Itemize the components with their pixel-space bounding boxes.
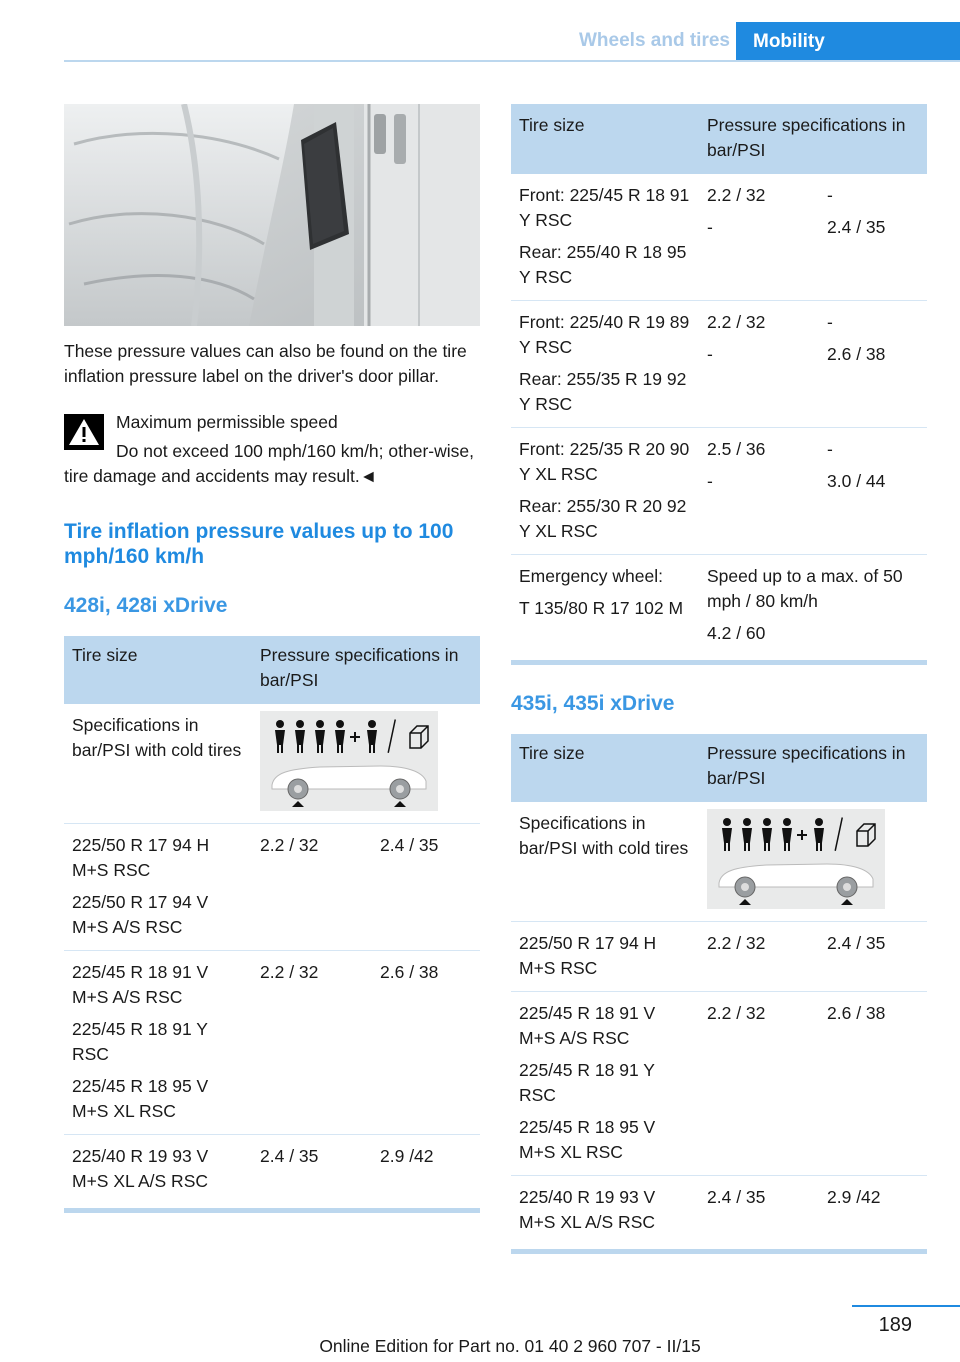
pressure-value: - bbox=[827, 439, 833, 459]
pressure-value: 2.2 / 32 bbox=[699, 992, 819, 1176]
front-tire-size: Front: 225/35 R 20 90 Y XL RSC bbox=[519, 439, 690, 484]
pressure-value: 2.4 / 35 bbox=[827, 217, 886, 237]
intro-paragraph: These pressure values can also be found on the tire inflation pressure label on the driver's door pillar. bbox=[64, 341, 467, 386]
col-tire-size: Tire size bbox=[511, 104, 699, 174]
pressure-value: - bbox=[707, 217, 713, 237]
tire-size: 225/50 R 17 94 H M+S RSC bbox=[72, 835, 210, 880]
front-tire-size: Front: 225/45 R 18 91 Y RSC bbox=[519, 185, 690, 230]
pressure-value: 2.2 / 32 bbox=[252, 824, 372, 951]
tire-size: 225/45 R 18 91 V M+S A/S RSC bbox=[519, 1003, 656, 1048]
pressure-value: 2.2 / 32 bbox=[707, 312, 766, 332]
pressure-value: 2.4 / 35 bbox=[372, 824, 480, 951]
table-row bbox=[64, 951, 480, 1135]
cold-tires-label: Specifications in bar/PSI with cold tires bbox=[64, 704, 252, 824]
emergency-speed-limit: Speed up to a max. of 50 mph / 80 km/h bbox=[707, 566, 903, 611]
table-row bbox=[511, 301, 927, 428]
pressure-value: 2.4 / 35 bbox=[699, 1176, 819, 1252]
tire-size: 225/40 R 19 93 V M+S XL A/S RSC bbox=[72, 1146, 209, 1191]
left-column bbox=[64, 104, 480, 1213]
warning-triangle-icon bbox=[64, 414, 104, 450]
table-428-heading: 428i, 428i xDrive bbox=[64, 594, 228, 617]
tire-size: 225/45 R 18 95 V M+S XL RSC bbox=[519, 1117, 656, 1162]
tire-size: 225/45 R 18 91 Y RSC bbox=[519, 1060, 655, 1105]
tire-size: 225/45 R 18 95 V M+S XL RSC bbox=[72, 1076, 209, 1121]
table-row bbox=[511, 428, 927, 555]
tire-size: 225/45 R 18 91 Y RSC bbox=[72, 1019, 208, 1064]
section-title: Tire inflation pressure values up to 100 mph/160 km/h bbox=[64, 520, 454, 568]
front-tire-size: Front: 225/40 R 19 89 Y RSC bbox=[519, 312, 690, 357]
pressure-value: - bbox=[827, 185, 833, 205]
col-pressure: Pressure specifications in bar/PSI bbox=[252, 636, 480, 704]
emergency-wheel-label: Emergency wheel: bbox=[519, 566, 663, 586]
pressure-value: 2.4 / 35 bbox=[819, 922, 927, 992]
warning-title: Maximum permissible speed bbox=[116, 412, 338, 432]
header-rule bbox=[64, 60, 960, 62]
pressure-value: 2.6 / 38 bbox=[372, 951, 480, 1135]
pressure-value: 2.6 / 38 bbox=[827, 344, 886, 364]
col-tire-size: Tire size bbox=[511, 734, 699, 802]
pressure-value: 3.0 / 44 bbox=[827, 471, 886, 491]
rear-tire-size: Rear: 255/30 R 20 92 Y XL RSC bbox=[519, 496, 687, 541]
door-pillar-photo bbox=[64, 104, 480, 326]
cold-tires-label: Specifications in bar/PSI with cold tires bbox=[511, 802, 699, 922]
tire-size: 225/45 R 18 91 V M+S A/S RSC bbox=[72, 962, 209, 1007]
pressure-value: - bbox=[827, 312, 833, 332]
pressure-value: 2.5 / 36 bbox=[707, 439, 766, 459]
footer-rule bbox=[852, 1305, 960, 1307]
table-435 bbox=[511, 734, 927, 1254]
pressure-value: - bbox=[707, 471, 713, 491]
table-row bbox=[511, 1176, 927, 1252]
edition-footer: Online Edition for Part no. 01 40 2 960 707 - II/15 bbox=[319, 1336, 701, 1356]
pressure-value: 2.2 / 32 bbox=[707, 185, 766, 205]
tire-size: 225/50 R 17 94 H M+S RSC bbox=[519, 933, 657, 978]
pressure-value: 2.9 /42 bbox=[819, 1176, 927, 1252]
rear-tire-size: Rear: 255/35 R 19 92 Y RSC bbox=[519, 369, 687, 414]
col-pressure: Pressure specifications in bar/PSI bbox=[699, 104, 927, 174]
col-pressure: Pressure specifications in bar/PSI bbox=[699, 734, 927, 802]
pressure-value: 4.2 / 60 bbox=[707, 623, 766, 643]
header-section-title: Wheels and tires bbox=[579, 30, 730, 51]
page-number: 189 bbox=[878, 1314, 912, 1336]
load-pictogram-icon bbox=[260, 711, 438, 811]
table-428-continued bbox=[511, 104, 927, 665]
table-435-heading: 435i, 435i xDrive bbox=[511, 692, 675, 715]
table-row bbox=[64, 824, 480, 951]
table-row bbox=[511, 922, 927, 992]
warning-box bbox=[64, 410, 480, 489]
table-428 bbox=[64, 636, 480, 1213]
table-row bbox=[64, 1135, 480, 1211]
pressure-value: - bbox=[707, 344, 713, 364]
rear-tire-size: Rear: 255/40 R 18 95 Y RSC bbox=[519, 242, 687, 287]
pressure-value: 2.9 /42 bbox=[372, 1135, 480, 1211]
table-row bbox=[511, 174, 927, 301]
table-row-emergency bbox=[511, 555, 927, 663]
pressure-value: 2.6 / 38 bbox=[819, 992, 927, 1176]
col-tire-size: Tire size bbox=[64, 636, 252, 704]
load-pictogram-icon bbox=[707, 809, 885, 909]
pressure-value: 2.2 / 32 bbox=[699, 922, 819, 992]
tire-size: 225/40 R 19 93 V M+S XL A/S RSC bbox=[519, 1187, 656, 1232]
tire-size: 225/50 R 17 94 V M+S A/S RSC bbox=[72, 892, 209, 937]
header-chapter-tab: Mobility bbox=[736, 22, 960, 62]
pressure-value: 2.4 / 35 bbox=[252, 1135, 372, 1211]
pressure-value: 2.2 / 32 bbox=[252, 951, 372, 1135]
right-column bbox=[511, 104, 927, 1254]
emergency-wheel-size: T 135/80 R 17 102 M bbox=[519, 598, 684, 618]
warning-body: Do not exceed 100 mph/160 km/h; other-wise, tire damage and accidents may result.◄ bbox=[64, 441, 474, 486]
table-row bbox=[511, 992, 927, 1176]
